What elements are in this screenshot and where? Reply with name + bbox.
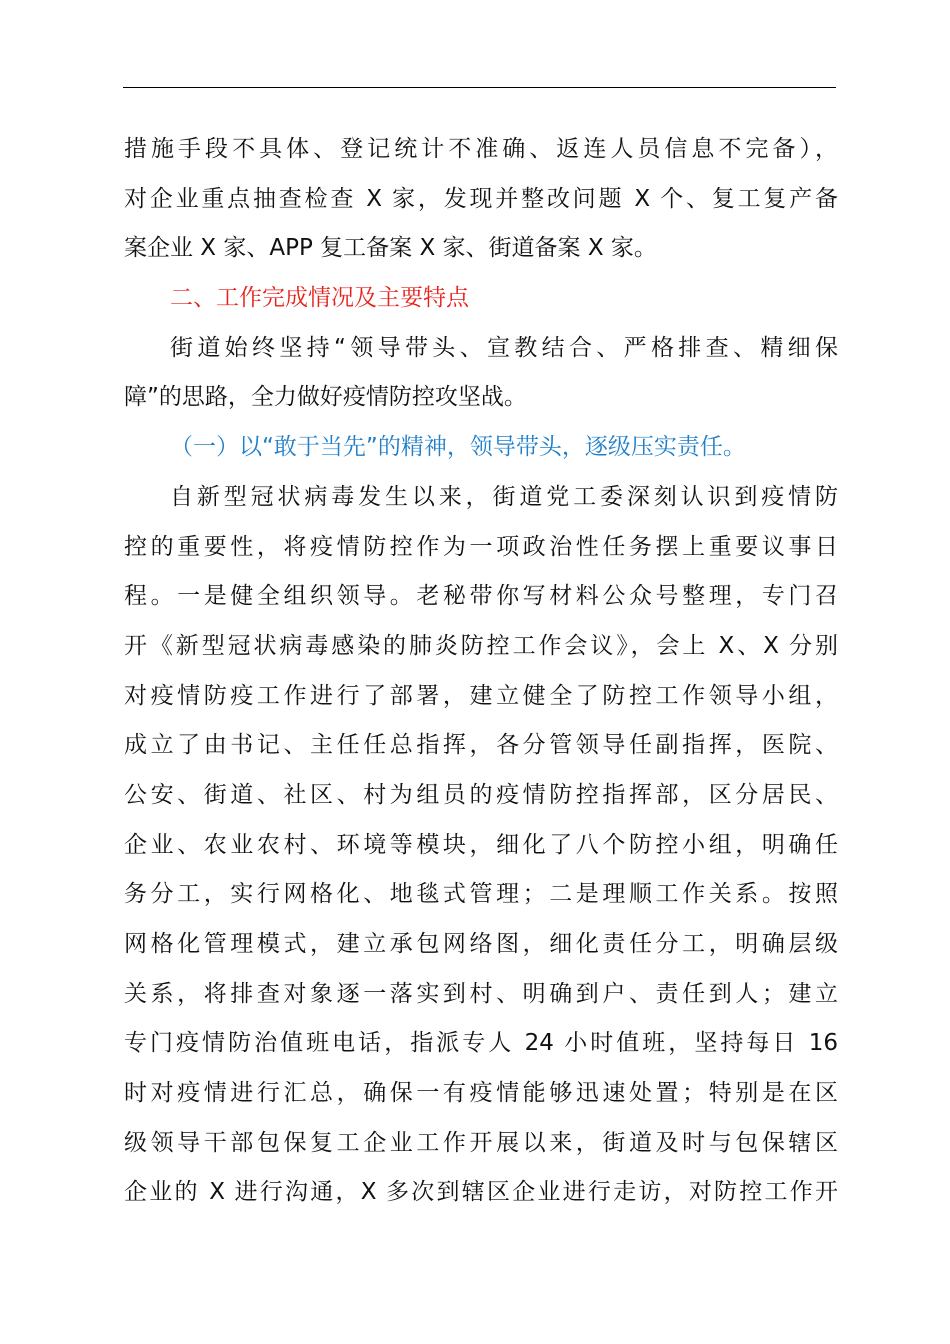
subsection-heading: （一）以“敢于当先”的精神，领导带头，逐级压实责任。 xyxy=(170,434,746,461)
document-body xyxy=(124,125,838,1218)
text-line: 对企业重点抽查检查 X 家，发现并整改问题 X 个、复工复产备 xyxy=(124,185,838,212)
text-line: 自新型冠状病毒发生以来，街道党工委深刻认识到疫情防 xyxy=(170,483,838,510)
text-line: 对疫情防疫工作进行了部署，建立健全了防控工作领导小组， xyxy=(124,682,838,709)
text-line: 企业的 X 进行沟通，X 多次到辖区企业进行走访，对防控工作开 xyxy=(124,1179,838,1206)
text-line: 公安、街道、社区、村为组员的疫情防控指挥部，区分居民、 xyxy=(124,781,838,808)
text-line: 街道始终坚持“领导带头、宣教结合、严格排查、精细保 xyxy=(170,334,838,361)
text-line: 案企业 X 家、APP 复工备案 X 家、街道备案 X 家。 xyxy=(124,235,657,262)
text-line: 务分工，实行网格化、地毯式管理；二是理顺工作关系。按照 xyxy=(124,881,838,908)
text-line: 开《新型冠状病毒感染的肺炎防控工作会议》，会上 X、X 分别 xyxy=(124,632,838,659)
text-line: 障”的思路，全力做好疫情防控攻坚战。 xyxy=(124,384,527,411)
text-line: 网格化管理模式，建立承包网络图，细化责任分工，明确层级 xyxy=(124,931,838,957)
text-line: 关系，将排查对象逐一落实到村、明确到户、责任到人；建立 xyxy=(124,980,838,1007)
text-line: 措施手段不具体、登记统计不准确、返连人员信息不完备）， xyxy=(124,136,838,162)
section-heading: 二、工作完成情况及主要特点 xyxy=(170,285,469,312)
text-line: 专门疫情防治值班电话，指派专人 24 小时值班，坚持每日 16 xyxy=(124,1030,838,1057)
text-line: 控的重要性，将疫情防控作为一项政治性任务摆上重要议事日 xyxy=(124,533,838,560)
text-line: 成立了由书记、主任任总指挥，各分管领导任副指挥，医院、 xyxy=(124,732,838,759)
text-line: 程。一是健全组织领导。老秘带你写材料公众号整理，专门召 xyxy=(124,583,838,610)
text-line: 企业、农业农村、环境等模块，细化了八个防控小组，明确任 xyxy=(124,831,838,858)
text-line: 级领导干部包保复工企业工作开展以来，街道及时与包保辖区 xyxy=(124,1129,838,1156)
header-rule xyxy=(123,87,836,88)
text-line: 时对疫情进行汇总，确保一有疫情能够迅速处置；特别是在区 xyxy=(124,1080,838,1107)
